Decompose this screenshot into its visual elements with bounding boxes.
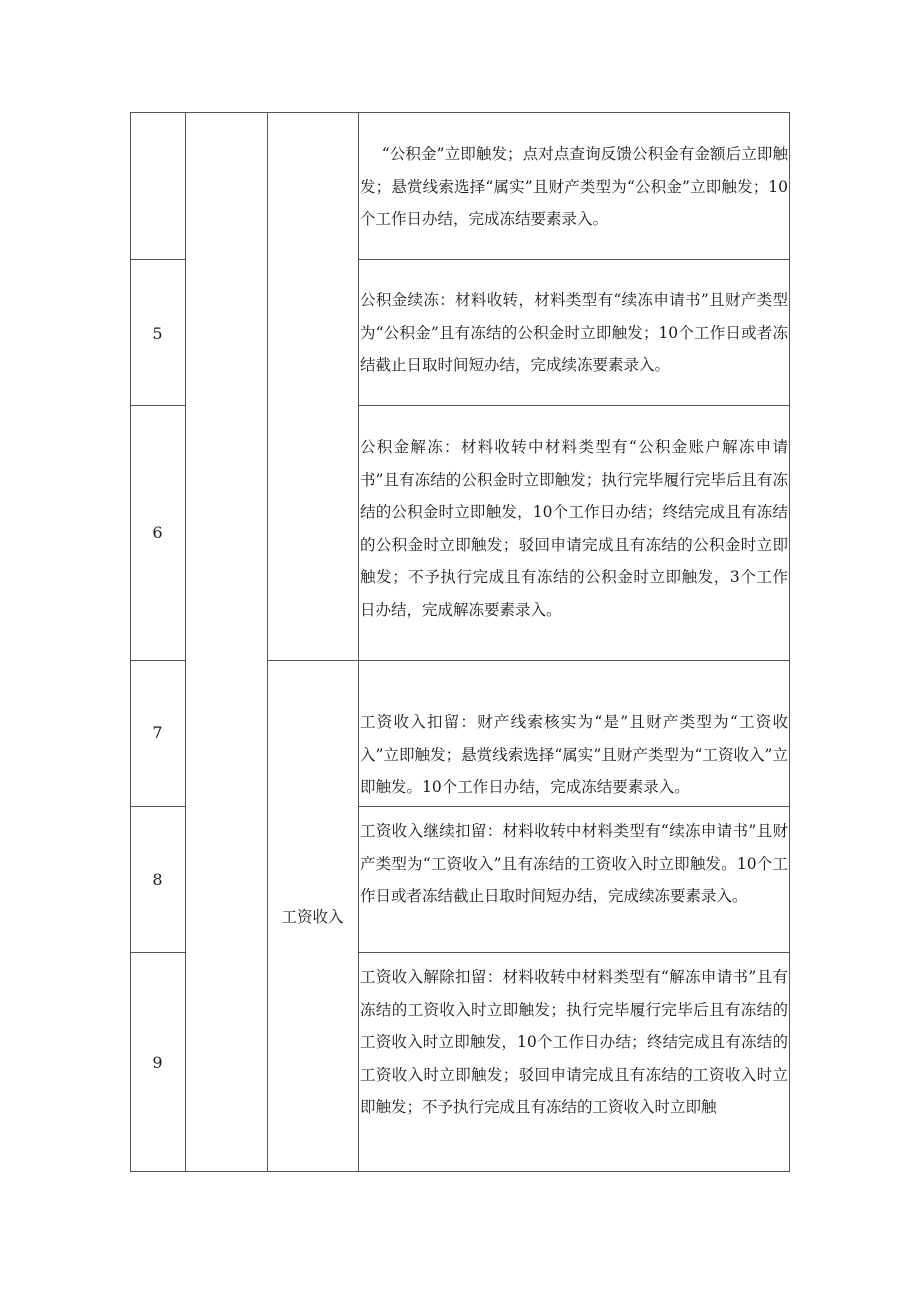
row-description: 工资收入解除扣留：材料收转中材料类型有“解冻申请书”且有冻结的工资收入时立即触发；执行完毕履行完毕后且有冻结的工资收入时立即触发，10个工作日办结；终结完成且有冻结的工资收入时立即触发；驳回申请完成且有冻结的工资收入时立即触发；不予执行完成且有冻结的工资收入时立即触: [360, 968, 788, 1116]
row-divider: [358, 259, 790, 260]
row-number: 6: [152, 523, 163, 542]
row-divider: [358, 405, 790, 406]
row-divider: [130, 806, 185, 807]
row-description: 工资收入扣留：财产线索核实为“是”且财产类型为“工资收入”立即触发；悬赏线索选择“属实”且财产类型为“工资收入”立即触发。10个工作日办结，完成冻结要素录入。: [360, 713, 788, 796]
column-divider: [267, 112, 268, 1172]
row-divider: [358, 806, 790, 807]
row-number: 7: [152, 723, 163, 742]
row-number: 8: [152, 870, 163, 889]
row-divider: [130, 952, 185, 953]
row-divider: [358, 952, 790, 953]
row-divider: [267, 660, 358, 661]
row-description: 公积金解冻：材料收转中材料类型有“公积金账户解冻申请书”且有冻结的公积金时立即触发；执行完毕履行完毕后且有冻结的公积金时立即触发，10个工作日办结；终结完成且有冻结的公积金时立即触发；驳回申请完成且有冻结的公积金时立即触发；不予执行完成且有冻结的公积金时立即触发，3个工作日办结，完成解冻要素录入。: [360, 438, 788, 619]
row-divider: [358, 660, 790, 661]
row-divider: [130, 405, 185, 406]
row-description: 公积金续冻：材料收转，材料类型有“续冻申请书”且财产类型为“公积金”且有冻结的公积金时立即触发；10个工作日或者冻结截止日取时间短办结，完成续冻要素录入。: [360, 291, 788, 374]
row-divider: [130, 259, 185, 260]
row-divider: [130, 660, 185, 661]
column-divider: [185, 112, 186, 1172]
row-description: “公积金”立即触发；点对点查询反馈公积金有金额后立即触发；悬赏线索选择“属实”且财产类型为“公积金”立即触发；10个工作日办结，完成冻结要素录入。: [360, 145, 788, 228]
row-number: 9: [152, 1053, 163, 1072]
row-number: 5: [152, 324, 163, 343]
category-label: 工资收入: [281, 908, 344, 926]
row-description: 工资收入继续扣留：材料收转中材料类型有“续冻申请书”且财产类型为“工资收入”且有冻结的工资收入时立即触发。10个工作日或者冻结截止日取时间短办结，完成续冻要素录入。: [360, 822, 788, 905]
